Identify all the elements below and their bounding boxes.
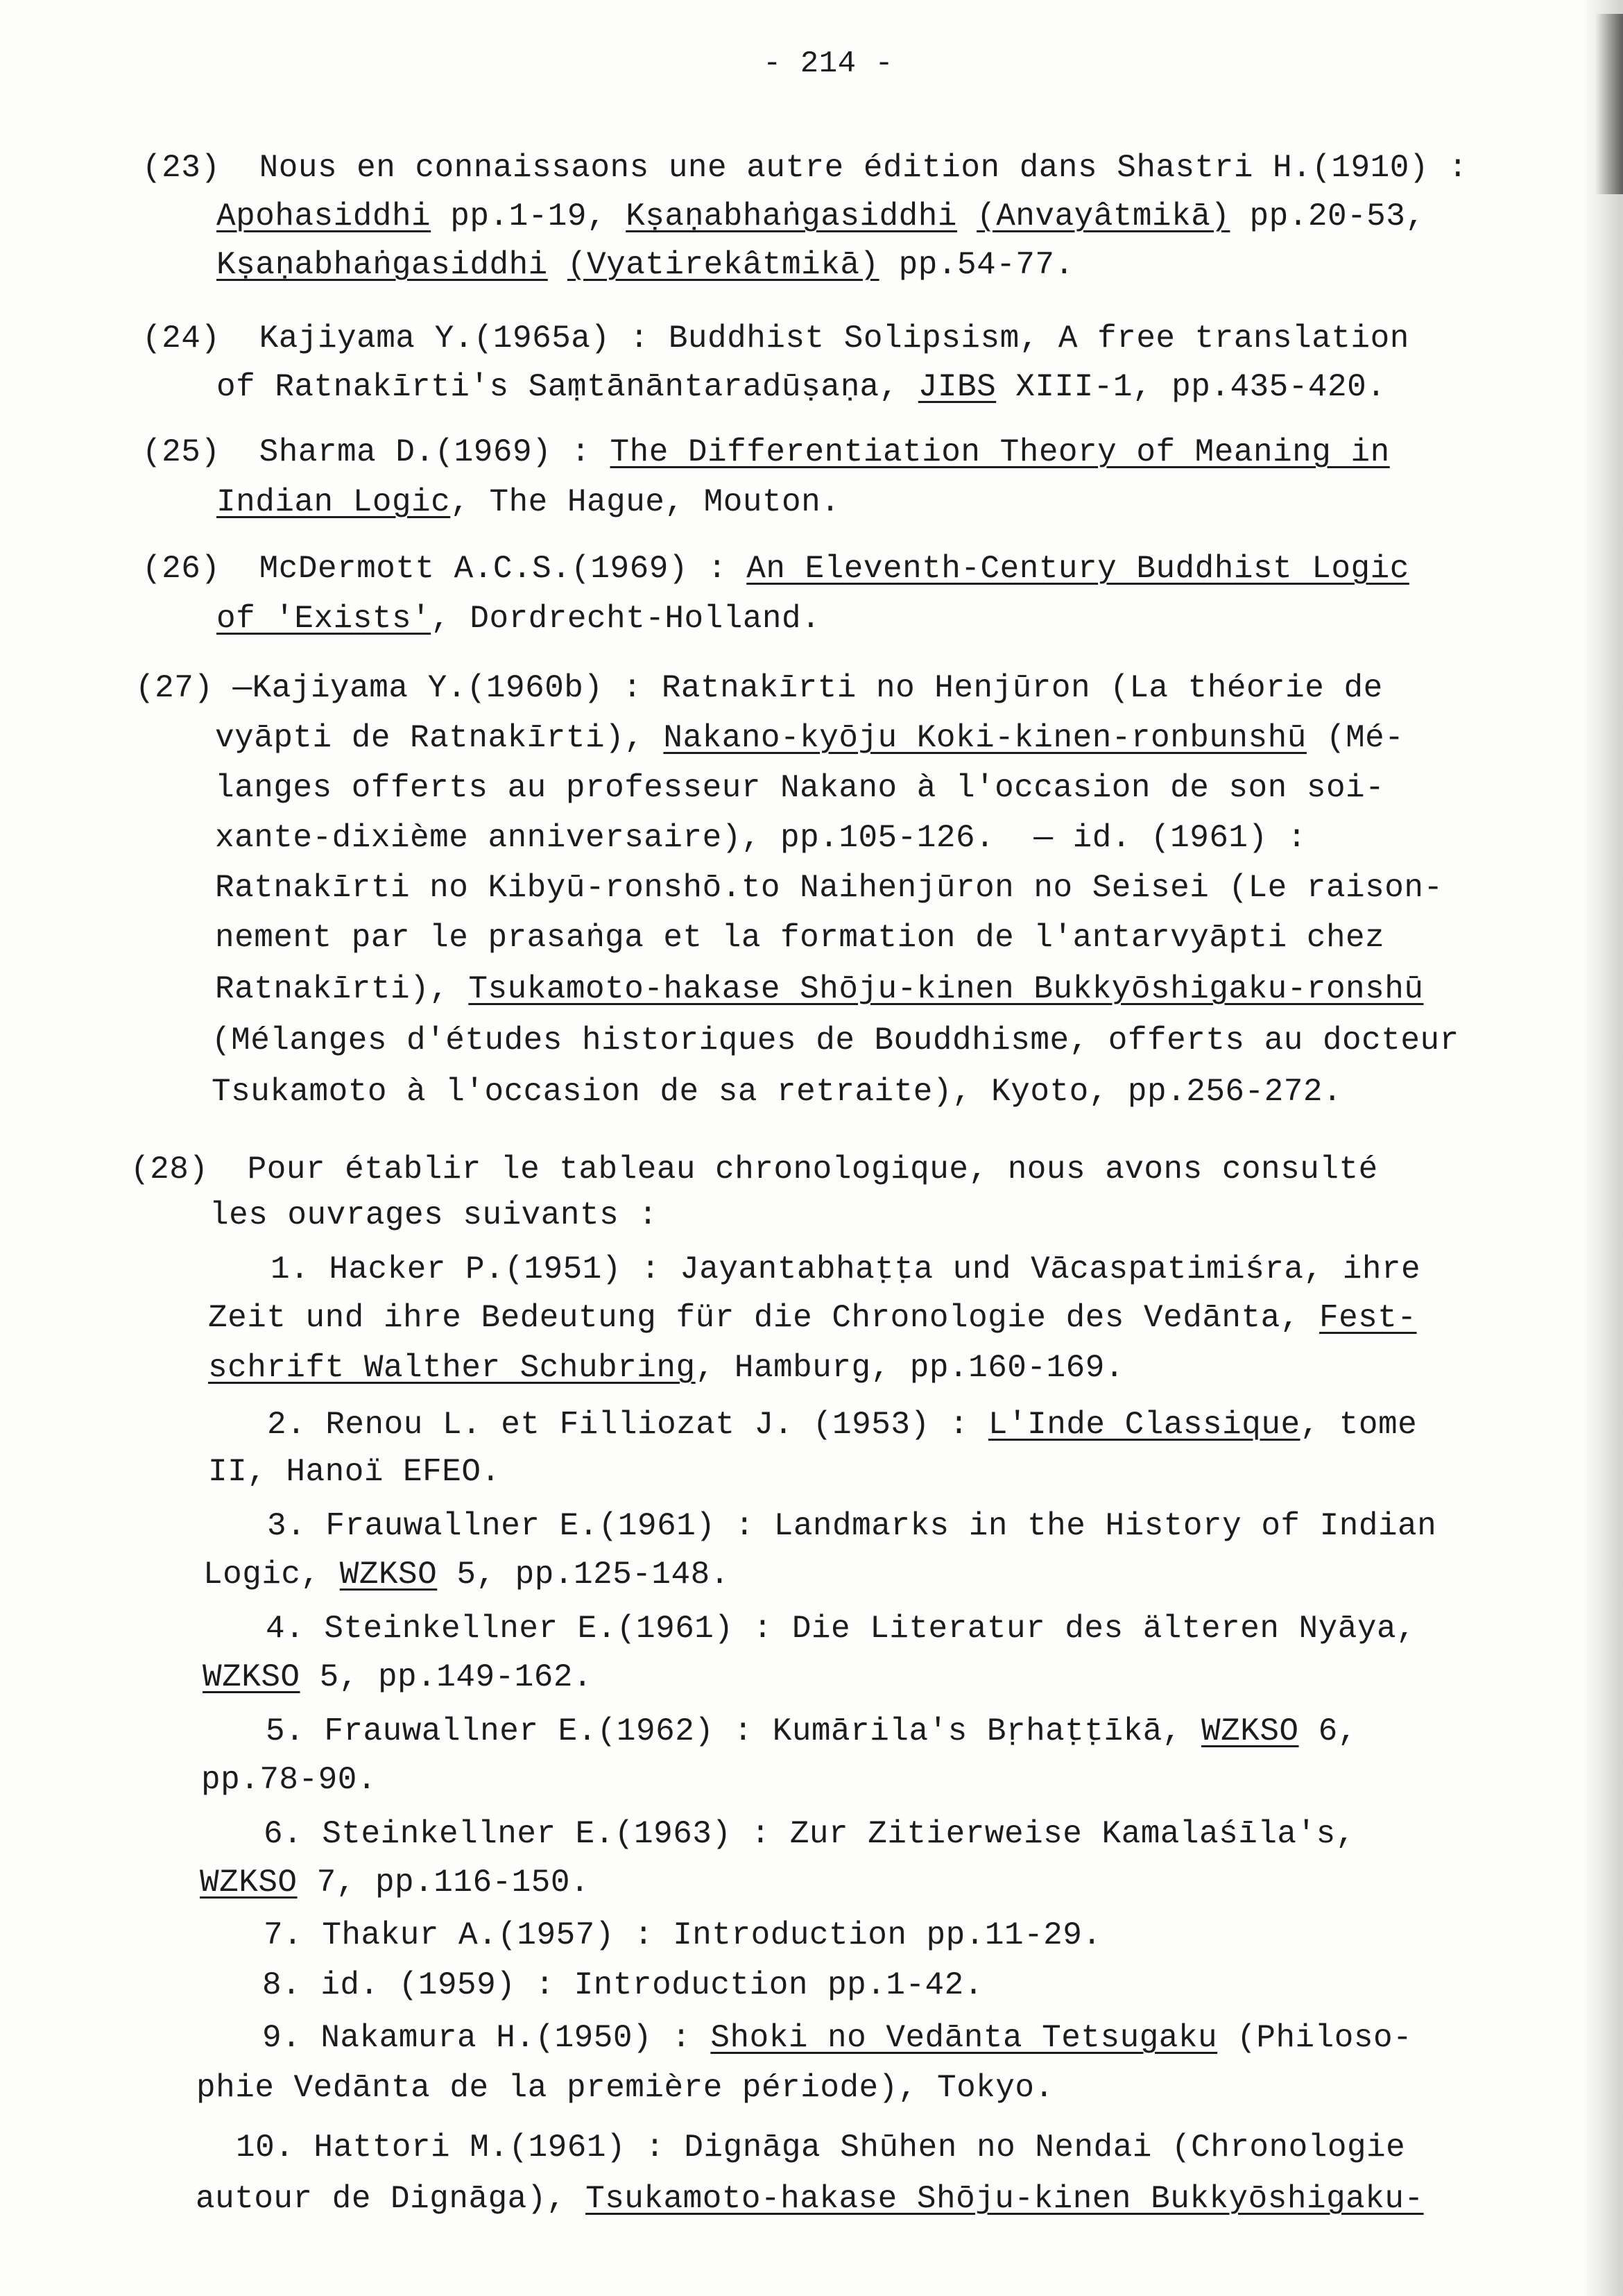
citation-title: (Anvayâtmikā) [977, 198, 1230, 234]
note-27-line-3: langes offerts au professeur Nakano à l'occasion de son soi- [215, 770, 1385, 806]
page-number: - 214 - [763, 46, 894, 81]
citation-title: Apohasiddhi [216, 198, 431, 234]
list-item-8-line-1: 8. id. (1959) : Introduction pp.1-42. [262, 1967, 984, 2003]
citation-text: Zeit und ihre Bedeutung für die Chronologie des Vedānta, [208, 1300, 1319, 1336]
citation-text: , tome [1300, 1407, 1418, 1443]
note-27-line-2 [215, 717, 1404, 759]
citation-text: 7, pp.116-150. [297, 1865, 590, 1901]
list-item-6-line-2 [200, 1862, 590, 1903]
list-item-7-line-1: 7. Thakur A.(1957) : Introduction pp.11-29. [264, 1917, 1102, 1953]
note-23-line-3 [216, 244, 1074, 286]
citation-text: pp.1-19, [431, 198, 626, 234]
list-item-3-line-2 [203, 1554, 730, 1595]
citation-text: (26) McDermott A.C.S.(1969) : [142, 551, 747, 587]
citation-title: Kṣaṇabhaṅgasiddhi [216, 247, 548, 283]
journal-abbrev: WZKSO [203, 1659, 300, 1695]
citation-text: Logic, [203, 1557, 340, 1593]
citation-text: 5, pp.149-162. [300, 1659, 593, 1695]
list-item-5-line-1 [266, 1711, 1357, 1752]
citation-text: (Philoso- [1217, 2020, 1413, 2056]
note-28-line-1: (28) Pour établir le tableau chronologique, nous avons consulté [130, 1151, 1378, 1188]
citation-title: L'Inde Classique [988, 1407, 1300, 1443]
journal-abbrev: JIBS [918, 369, 997, 405]
citation-title: (Vyatirekâtmikā) [567, 247, 879, 283]
list-item-2-line-2: II, Hanoï EFEO. [208, 1454, 501, 1490]
journal-abbrev: WZKSO [200, 1865, 298, 1901]
citation-text: XIII-1, pp.435-420. [996, 369, 1386, 405]
citation-title: Shoki no Vedānta Tetsugaku [710, 2020, 1218, 2056]
list-item-1-line-3 [208, 1347, 1124, 1389]
note-27-line-7 [215, 968, 1423, 1010]
list-item-3-line-1: 3. Frauwallner E.(1961) : Landmarks in the History of Indian [267, 1508, 1437, 1544]
citation-text [548, 247, 567, 283]
list-item-9-line-1 [262, 2017, 1412, 2059]
list-item-1-line-1: 1. Hacker P.(1951) : Jayantabhaṭṭa und Vācaspatimiśra, ihre [270, 1251, 1421, 1287]
citation-text: pp.54-77. [879, 247, 1074, 283]
citation-title: Tsukamoto-hakase Shōju-kinen Bukkyōshigaku-ronshū [468, 971, 1424, 1007]
note-27-line-9: Tsukamoto à l'occasion de sa retraite), Kyoto, pp.256-272. [212, 1074, 1343, 1110]
note-27-line-5: Ratnakīrti no Kibyū-ronshō.to Naihenjūron no Seisei (Le raison- [215, 870, 1443, 906]
citation-text: , Hamburg, pp.160-169. [695, 1350, 1124, 1386]
citation-text [957, 198, 977, 234]
list-item-4-line-2 [203, 1656, 592, 1698]
citation-title: Fest- [1319, 1300, 1417, 1336]
note-27-line-6: nement par le prasaṅga et la formation de l'antarvyāpti chez [215, 920, 1385, 956]
note-28-line-2: les ouvrages suivants : [209, 1197, 658, 1233]
list-item-2-line-1 [267, 1404, 1417, 1446]
journal-abbrev: WZKSO [339, 1557, 438, 1593]
citation-text: 9. Nakamura H.(1950) : [262, 2020, 711, 2056]
citation-text: of Ratnakīrti's Saṃtānāntaradūṣaṇa, [216, 369, 918, 405]
citation-text: 5. Frauwallner E.(1962) : Kumārila's Bṛhaṭṭīkā, [266, 1713, 1202, 1749]
list-item-10-line-1: 10. Hattori M.(1961) : Dignāga Shūhen no Nendai (Chronologie [236, 2130, 1406, 2166]
citation-text: (Mé- [1306, 720, 1405, 756]
citation-title: Indian Logic [216, 484, 451, 520]
list-item-10-line-2 [196, 2178, 1424, 2220]
citation-title: schrift Walther Schubring [208, 1350, 696, 1386]
citation-title: Tsukamoto-hakase Shōju-kinen Bukkyōshigaku- [585, 2181, 1424, 2217]
citation-title: Kṣaṇabhaṅgasiddhi [626, 198, 957, 234]
citation-text: (25) Sharma D.(1969) : [142, 434, 610, 470]
list-item-9-line-2: phie Vedānta de la première période), Tokyo. [196, 2070, 1054, 2106]
note-27-line-1: (27) —Kajiyama Y.(1960b) : Ratnakīrti no Henjūron (La théorie de [135, 670, 1383, 706]
citation-text: 2. Renou L. et Filliozat J. (1953) : [267, 1407, 988, 1443]
citation-text: autour de Dignāga), [196, 2181, 586, 2217]
citation-text: 6, [1298, 1713, 1357, 1749]
note-23-line-1: (23) Nous en connaissaons une autre édition dans Shastri H.(1910) : [142, 150, 1468, 186]
citation-title: Nakano-kyōju Koki-kinen-ronbunshū [663, 720, 1307, 756]
citation-text: 5, pp.125-148. [437, 1557, 730, 1593]
note-25-line-1 [142, 431, 1390, 473]
citation-title: An Eleventh-Century Buddhist Logic [746, 551, 1409, 587]
citation-text: , Dordrecht-Holland. [431, 601, 821, 637]
note-26-line-2 [216, 598, 821, 640]
citation-text: Ratnakīrti), [215, 971, 469, 1007]
citation-text: vyāpti de Ratnakīrti), [215, 720, 664, 756]
citation-title: of 'Exists' [216, 601, 431, 637]
note-25-line-2 [216, 481, 840, 523]
citation-text: , The Hague, Mouton. [450, 484, 841, 520]
list-item-5-line-2: pp.78-90. [201, 1762, 377, 1798]
note-24-line-1: (24) Kajiyama Y.(1965a) : Buddhist Solipsism, A free translation [142, 320, 1409, 357]
note-26-line-1 [142, 548, 1409, 590]
list-item-1-line-2 [208, 1297, 1417, 1339]
scan-shadow-edge [1581, 0, 1623, 2296]
scan-shadow-corner [1595, 14, 1623, 194]
journal-abbrev: WZKSO [1201, 1713, 1299, 1749]
list-item-4-line-1: 4. Steinkellner E.(1961) : Die Literatur des älteren Nyāya, [266, 1611, 1416, 1647]
citation-title: The Differentiation Theory of Meaning in [610, 434, 1390, 470]
note-23-line-2 [216, 196, 1425, 237]
note-27-line-8: (Mélanges d'études historiques de Bouddhisme, offerts au docteur [212, 1022, 1459, 1059]
note-24-line-2 [216, 366, 1386, 408]
list-item-6-line-1: 6. Steinkellner E.(1963) : Zur Zitierweise Kamalaśīla's, [264, 1816, 1355, 1852]
citation-text: pp.20-53, [1230, 198, 1425, 234]
note-27-line-4: xante-dixième anniversaire), pp.105-126. — id. (1961) : [215, 820, 1307, 856]
